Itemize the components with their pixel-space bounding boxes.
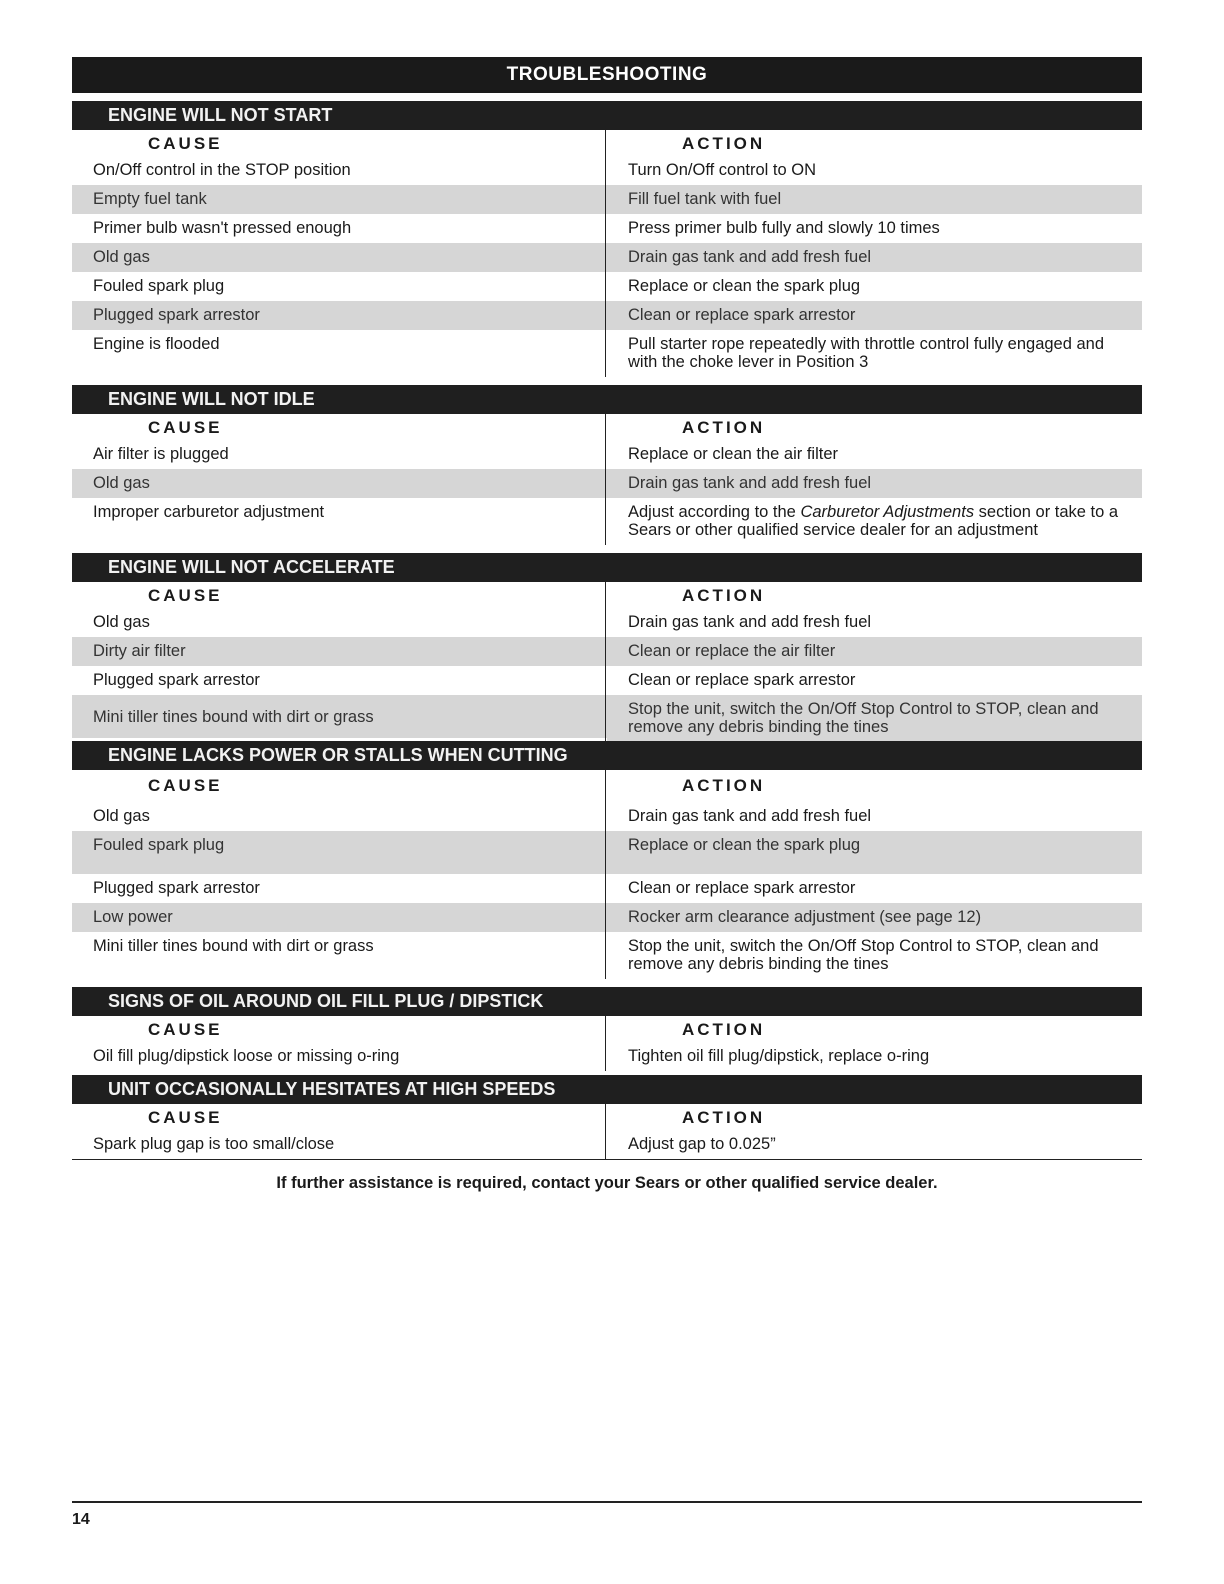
action-cell: Pull starter rope repeatedly with throttle control fully engaged and with the choke lever in Position 3 <box>628 335 1105 371</box>
action-column <box>607 582 1142 741</box>
cause-cell: On/Off control in the STOP position <box>93 161 351 179</box>
action-cell: Fill fuel tank with fuel <box>607 185 1142 214</box>
action-column <box>607 130 1142 377</box>
action-text: section or take to a Sears or other qualified service dealer for an adjustment <box>628 503 1119 539</box>
section-body-engine-lacks-power <box>72 770 1142 979</box>
action-cell: Drain gas tank and add fresh fuel <box>607 243 1142 272</box>
troubleshooting-page <box>72 57 1142 1193</box>
action-column <box>607 1104 1142 1159</box>
action-cell: Drain gas tank and add fresh fuel <box>628 807 872 825</box>
action-cell: Clean or replace spark arrestor <box>607 301 1142 330</box>
cause-heading: CAUSE <box>148 586 223 605</box>
cause-heading: CAUSE <box>148 1108 223 1127</box>
cause-column <box>72 1104 607 1159</box>
action-heading: ACTION <box>682 134 766 153</box>
cause-heading: CAUSE <box>148 134 223 153</box>
page-number: 14 <box>72 1511 90 1528</box>
cause-cell: Improper carburetor adjustment <box>93 503 325 521</box>
cause-cell: Fouled spark plug <box>93 277 225 295</box>
cause-heading: CAUSE <box>148 418 223 437</box>
cause-column <box>72 770 607 979</box>
action-cell <box>607 498 1142 545</box>
action-heading: ACTION <box>682 1108 766 1127</box>
action-cell: Drain gas tank and add fresh fuel <box>628 613 872 631</box>
cause-cell: Spark plug gap is too small/close <box>93 1135 335 1153</box>
action-cell: Tighten oil fill plug/dipstick, replace o-ring <box>628 1047 930 1065</box>
action-cell: Adjust gap to 0.025” <box>628 1135 776 1153</box>
action-cell: Drain gas tank and add fresh fuel <box>607 469 1142 498</box>
cause-cell: Mini tiller tines bound with dirt or grass <box>93 937 374 955</box>
cause-cell: Old gas <box>93 807 150 825</box>
section-header-engine-will-not-idle: ENGINE WILL NOT IDLE <box>72 385 1142 414</box>
action-cell: Replace or clean the air filter <box>628 445 839 463</box>
section-header-oil-around-fill-plug: SIGNS OF OIL AROUND OIL FILL PLUG / DIPSTICK <box>72 987 1142 1016</box>
section-header-engine-will-not-start: ENGINE WILL NOT START <box>72 101 1142 130</box>
action-cell: Clean or replace spark arrestor <box>628 671 856 689</box>
cause-cell: Low power <box>72 903 607 932</box>
cause-cell: Plugged spark arrestor <box>93 879 260 897</box>
action-cell: Replace or clean the spark plug <box>628 277 861 295</box>
assistance-note: If further assistance is required, contact your Sears or other qualified service dealer. <box>276 1174 938 1192</box>
section-header-unit-hesitates: UNIT OCCASIONALLY HESITATES AT HIGH SPEEDS <box>72 1075 1142 1104</box>
section-body-oil-around-fill-plug <box>72 1016 1142 1071</box>
section-body-engine-will-not-accelerate <box>72 582 1142 741</box>
page-title: TROUBLESHOOTING <box>72 57 1142 93</box>
cause-cell: Engine is flooded <box>93 335 220 353</box>
section-header-engine-lacks-power: ENGINE LACKS POWER OR STALLS WHEN CUTTING <box>72 741 1142 770</box>
action-heading: ACTION <box>682 776 766 795</box>
action-cell: Turn On/Off control to ON <box>628 161 816 179</box>
cause-cell: Plugged spark arrestor <box>93 671 260 689</box>
cause-cell: Air filter is plugged <box>93 445 229 463</box>
cause-heading: CAUSE <box>148 776 223 795</box>
action-cell: Press primer bulb fully and slowly 10 times <box>628 219 940 237</box>
action-cell: Stop the unit, switch the On/Off Stop Control to STOP, clean and remove any debris binding the tines <box>628 937 1099 973</box>
action-heading: ACTION <box>682 1020 766 1039</box>
cause-column <box>72 130 607 377</box>
cause-column <box>72 582 607 741</box>
cause-cell: Mini tiller tines bound with dirt or grass <box>72 695 607 738</box>
section-header-engine-will-not-accelerate: ENGINE WILL NOT ACCELERATE <box>72 553 1142 582</box>
footer-divider <box>72 1501 1142 1503</box>
section-body-unit-hesitates <box>72 1104 1142 1160</box>
action-cell: Rocker arm clearance adjustment (see page 12) <box>607 903 1142 932</box>
action-heading: ACTION <box>682 418 766 437</box>
cause-column <box>72 1016 607 1071</box>
cause-cell: Fouled spark plug <box>72 831 607 874</box>
action-heading: ACTION <box>682 586 766 605</box>
action-cell: Stop the unit, switch the On/Off Stop Control to STOP, clean and remove any debris binding the tines <box>607 695 1142 741</box>
action-column <box>607 414 1142 545</box>
cause-cell: Oil fill plug/dipstick loose or missing o-ring <box>93 1047 400 1065</box>
action-column <box>607 1016 1142 1071</box>
action-cell: Clean or replace the air filter <box>607 637 1142 666</box>
action-column <box>607 770 1142 979</box>
action-text: Adjust according to the <box>628 503 801 521</box>
section-body-engine-will-not-idle <box>72 414 1142 545</box>
cause-column <box>72 414 607 545</box>
carburetor-adjustments-reference: Carburetor Adjustments <box>800 503 975 521</box>
cause-cell: Old gas <box>93 613 150 631</box>
cause-cell: Primer bulb wasn't pressed enough <box>93 219 352 237</box>
cause-cell: Old gas <box>72 469 607 498</box>
cause-cell: Old gas <box>72 243 607 272</box>
action-cell: Replace or clean the spark plug <box>607 831 1142 874</box>
action-cell: Clean or replace spark arrestor <box>628 879 856 897</box>
cause-cell: Dirty air filter <box>72 637 607 666</box>
section-body-engine-will-not-start <box>72 130 1142 377</box>
cause-cell: Plugged spark arrestor <box>72 301 607 330</box>
cause-heading: CAUSE <box>148 1020 223 1039</box>
cause-cell: Empty fuel tank <box>72 185 607 214</box>
